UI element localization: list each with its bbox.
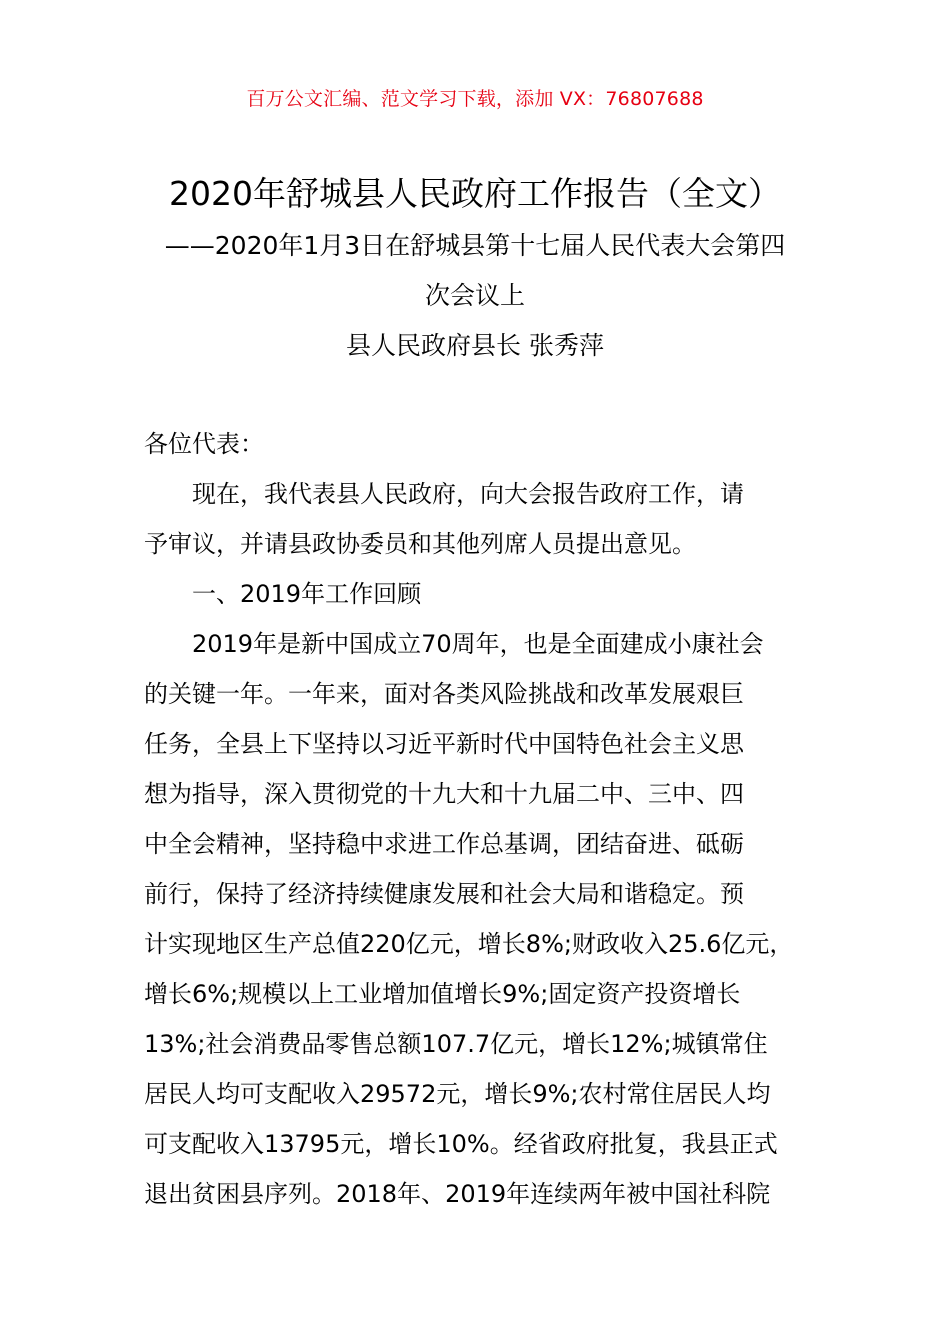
document-subtitle-line-1: ——2020年1月3日在舒城县第十七届人民代表大会第四: [164, 231, 786, 260]
section-heading: 一、2019年工作回顾: [192, 580, 422, 608]
salutation: 各位代表：: [144, 430, 264, 458]
paragraph-line: 可支配收入13795元，增长10%。经省政府批复，我县正式: [144, 1130, 778, 1158]
document-body: [144, 425, 814, 1225]
document-title: 2020年舒城县人民政府工作报告（全文）: [169, 174, 781, 213]
paragraph-line: 任务，全县上下坚持以习近平新时代中国特色社会主义思: [144, 730, 744, 758]
paragraph-line: 想为指导，深入贯彻党的十九大和十九届二中、三中、四: [144, 780, 744, 808]
paragraph-line: 计实现地区生产总值220亿元，增长8%;财政收入25.6亿元，: [144, 930, 794, 958]
document-subtitle-line-2: 次会议上: [424, 281, 525, 310]
paragraph-line: 13%;社会消费品零售总额107.7亿元，增长12%;城镇常住: [144, 1030, 768, 1058]
paragraph-line: 前行，保持了经济持续健康发展和社会大局和谐稳定。预: [144, 880, 744, 908]
document-author: 县人民政府县长 张秀萍: [346, 331, 604, 360]
paragraph-line: 现在，我代表县人民政府，向大会报告政府工作，请: [192, 480, 744, 508]
paragraph-line: 予审议，并请县政协委员和其他列席人员提出意见。: [144, 530, 696, 558]
paragraph-line: 增长6%;规模以上工业增加值增长9%;固定资产投资增长: [144, 980, 741, 1008]
paragraph-line: 退出贫困县序列。2018年、2019年连续两年被中国社科院: [144, 1180, 771, 1208]
watermark-banner: 百万公文汇编、范文学习下载，添加 VX：76807688: [246, 88, 704, 110]
paragraph-line: 中全会精神，坚持稳中求进工作总基调，团结奋进、砥砺: [144, 830, 744, 858]
paragraph-line: 的关键一年。一年来，面对各类风险挑战和改革发展艰巨: [144, 680, 744, 708]
paragraph-line: 居民人均可支配收入29572元，增长9%;农村常住居民人均: [144, 1080, 771, 1108]
paragraph-line: 2019年是新中国成立70周年，也是全面建成小康社会: [192, 630, 764, 658]
